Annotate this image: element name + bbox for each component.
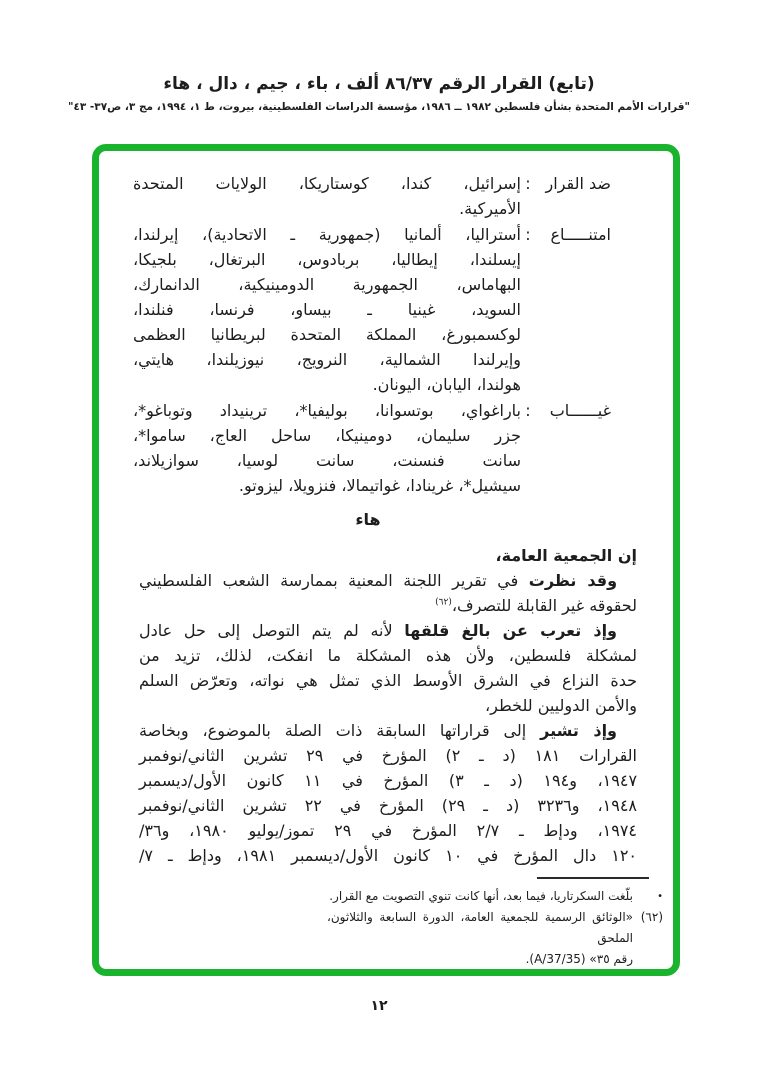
line-text: لأنه لم يتم التوصل إلى حل عادل [139,621,405,640]
paragraph-line: القرارات ١٨١ (د ـ ٢) المؤرخ في ٢٩ تشرين الثاني/نوفمبر [139,746,638,765]
page-number: ١٢ [370,998,388,1014]
vote-line: لوكسمبورغ، المملكة المتحدة لبريطانيا العظمى [133,325,521,344]
line-text: لحقوقه غير القابلة للتصرف، [451,596,637,615]
vote-countries [133,171,521,221]
paragraph [139,543,637,568]
paragraph-line: ١٩٤٨، و٣٢٣٦ (د ـ ٢٩) المؤرخ في ٢٢ تشرين الثاني/نوفمبر [139,796,638,815]
footnote-line: رقم ٣٥» (A/37/35). [525,952,633,966]
section-heading: هاء [355,510,381,529]
vote-line: الأميركية. [459,199,521,218]
paragraph [139,618,637,718]
paragraph-line: حدة النزاع في الشرق الأوسط الذي تمثل هي نواته، وتعرّض السلم [139,671,637,690]
bold-lead: وقد نظرت [528,571,618,590]
vote-record-absent [133,398,611,498]
footnote-line: بلّغت السكرتاريا، فيما بعد، أنها كانت تنوي التصويت مع القرار. [329,889,633,903]
vote-line: السويد، غينيا ـ بيساو، فرنسا، فنلندا، [133,300,521,319]
paragraph-line: ١٩٤٧، و١٩٤ (د ـ ٣) المؤرخ في ١١ كانون الأول/ديسمبر [139,771,638,790]
line-text: إلى قراراتها السابقة ذات الصلة بالموضوع، وبخاصة [139,721,541,740]
vote-line: سانت فنسنت، سانت لوسيا، سوازيلاند، [133,451,521,470]
footnote-area [327,877,663,970]
footnote-text [327,886,633,907]
paragraph [139,568,637,618]
paragraph-line [139,543,637,568]
paragraph-line: لمشكلة فلسطين، ولأن هذه المشكلة ما انفكت، لذلك، تزيد من [139,646,637,665]
footnote-text [327,907,633,970]
paragraph-line [139,718,637,743]
paragraph-line [139,618,637,643]
vote-label: ضد القرار [545,174,611,193]
vote-record-abstain [133,222,611,397]
footnote-reference: (٦٢) [435,597,452,608]
footnote-marker: (٦٢) [640,910,663,924]
vote-line: إسرائيل، كندا، كوستاريكا، الولايات المتحدة [133,174,521,193]
vote-line: باراغواي، بوتسوانا، بوليفيا*، ترينيداد وتوباغو*، [133,401,521,420]
bold-lead: وإذ تشير [540,721,617,740]
source-citation: "قرارات الأمم المتحدة بشأن فلسطين ١٩٨٢ ــ ١٩٨٦، مؤسسة الدراسات الفلسطينية، بيروت، ط ١، ١٩٩٤، مج ٣، ص٣٧- ٤٣" [67,101,691,113]
paragraph-line: ١٩٧٤، ودإط ـ ٢/٧ المؤرخ في ٢٩ تموز/يوليو ١٩٨٠، و٣٦/ [139,821,637,840]
vote-line: وإيرلندا الشمالية، النرويج، نيوزيلندا، هايتي، [133,350,521,369]
vote-colon: : [525,225,531,244]
vote-line: إيسلندا، إيطاليا، بربادوس، البرتغال، بلجيكا، [133,250,521,269]
paragraph-line: والأمن الدوليين للخطر، [485,696,637,715]
bold-lead: وإذ تعرب عن بالغ قلقها [404,621,617,640]
line-text: في تقرير اللجنة المعنية بممارسة الشعب الفلسطيني [139,571,529,590]
vote-record-against [133,171,611,221]
vote-line: هولندا، اليابان، اليونان. [372,375,521,394]
section-ha [139,507,637,868]
footnote-divider [537,877,649,879]
paragraph [139,718,637,868]
document-header [0,74,758,113]
vote-records [133,171,611,498]
footnote [327,907,663,970]
paragraph-line: ١٢٠ دال المؤرخ في ١٠ كانون الأول/ديسمبر ١٩٨١، ودإط ـ ٧/ [139,846,637,865]
vote-countries [133,222,521,397]
vote-label: غيــــــاب [549,401,611,420]
resolution-title: (تابع) القرار الرقم ٨٦/٣٧ ألف ، باء ، جيم ، دال ، هاء [163,74,595,94]
footnote [327,886,663,907]
vote-colon: : [525,401,531,420]
vote-line: البهاماس، الجمهورية الدومينيكية، الدانمارك، [133,275,521,294]
vote-colon: : [525,174,531,193]
paragraph-line [139,593,637,618]
vote-label: امتنـــــاع [550,225,611,244]
bold-lead: إن الجمعية العامة، [495,546,637,565]
vote-line: جزر سليمان، دومينيكا، ساحل العاج، ساموا*، [133,426,521,445]
footnote-marker: • [657,891,663,902]
vote-line: سيشيل*، غرينادا، غواتيمالا، فنزويلا، ليزوتو. [238,476,521,495]
vote-countries [133,398,521,498]
vote-line: أستراليا، ألمانيا (جمهورية ـ الاتحادية)، إيرلندا، [133,225,521,244]
paragraph-line [139,568,637,593]
content-frame [92,144,680,976]
frame-content [99,151,673,969]
footnote-line: «الوثائق الرسمية للجمعية العامة، الدورة السابعة والثلاثون، الملحق [327,910,633,945]
